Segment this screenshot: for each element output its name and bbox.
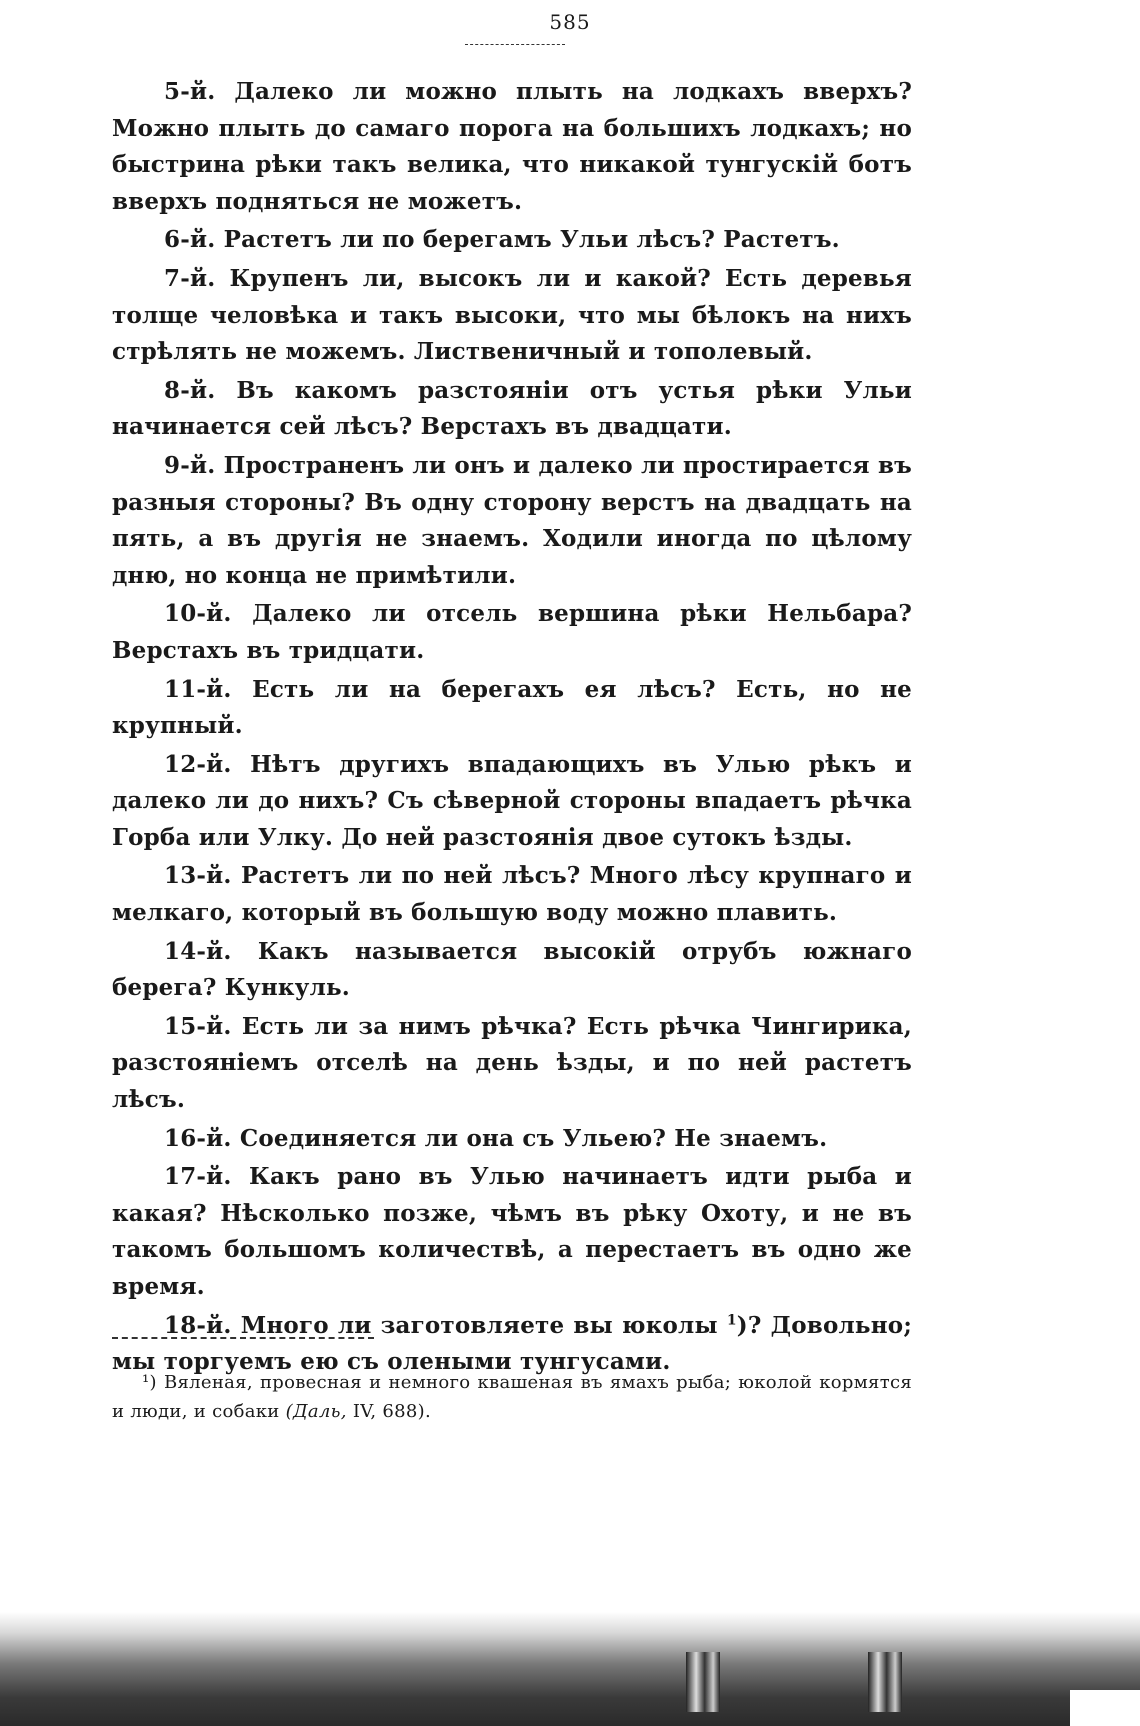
qa-number: 10-й.	[164, 600, 232, 628]
qa-text: Есть ли на берегахъ ея лѣсъ? Есть, но не крупный.	[112, 675, 912, 740]
qa-number: 14-й.	[164, 937, 232, 965]
qa-text: Много ли заготовляете вы юколы	[231, 1311, 727, 1339]
qa-number: 13-й.	[164, 862, 232, 890]
qa-item-8	[112, 373, 912, 446]
qa-number: 17-й.	[164, 1163, 232, 1191]
qa-number: 11-й.	[164, 675, 232, 703]
qa-text: )? Довольно; мы торгуемъ ею съ олеными тунгусами.	[112, 1311, 913, 1376]
footnote-marker: ¹)	[142, 1372, 157, 1393]
qa-item-11	[112, 672, 912, 745]
qa-item-7	[112, 261, 912, 371]
qa-item-10	[112, 596, 912, 669]
qa-text: Есть ли за нимъ рѣчка? Есть рѣчка Чингирика, разстояніемъ отселѣ на день ѣзды, и по ней растетъ лѣсъ.	[112, 1012, 912, 1114]
scan-edge-shadow	[0, 1612, 1140, 1726]
qa-number: 6-й.	[164, 226, 216, 254]
qa-text: Въ какомъ разстояніи отъ устья рѣки Ульи начинается сей лѣсъ? Верстахъ въ двадцати.	[112, 376, 912, 441]
scanner-clip	[686, 1652, 720, 1712]
qa-text: Далеко ли отсель вершина рѣки Нельбара? Верстахъ въ тридцати.	[112, 600, 912, 664]
qa-number: 8-й.	[164, 376, 216, 404]
qa-number: 7-й.	[164, 264, 216, 292]
qa-body	[112, 74, 912, 1383]
footnote-rule	[112, 1337, 374, 1339]
qa-text: Пространенъ ли онъ и далеко ли простирается въ разныя стороны? Въ одну сторону верстъ на двадцать на пять, а въ другія не знаемъ. Ходили иногда по цѣлому дню, но конца не примѣтили.	[112, 451, 912, 589]
footnote-reference-italic: (Даль,	[285, 1401, 347, 1422]
qa-text: Растетъ ли по берегамъ Ульи лѣсъ? Растетъ.	[215, 226, 840, 254]
scan-edge-gap	[1070, 1690, 1140, 1726]
qa-number: 16-й.	[164, 1124, 232, 1152]
qa-text: Нѣтъ другихъ впадающихъ въ Улью рѣкъ и далеко ли до нихъ? Съ сѣверной стороны впадаетъ рѣчка Горба или Улку. До ней разстоянія двое сутокъ ѣзды.	[112, 750, 912, 851]
qa-text: Какъ рано въ Улью начинаетъ идти рыба и какая? Нѣсколько позже, чѣмъ въ рѣку Охоту, и не въ такомъ большомъ количествѣ, а перестаетъ въ одно же время.	[112, 1163, 912, 1300]
qa-text: Соединяется ли она съ Ульею? Не знаемъ.	[231, 1124, 828, 1152]
footnote-reference-rest: IV, 688).	[346, 1401, 432, 1422]
qa-number: 5-й.	[164, 78, 216, 105]
footnote	[112, 1368, 912, 1426]
qa-number: 12-й.	[164, 750, 232, 778]
qa-item-14	[112, 934, 912, 1007]
qa-text: Крупенъ ли, высокъ ли и какой? Есть деревья толще человѣка и такъ высоки, что мы бѣлокъ на нихъ стрѣлять не можемъ. Лиственичный и тополевый.	[112, 264, 912, 366]
qa-text: Какъ называется высокій отрубъ южнаго берега? Кункуль.	[112, 937, 912, 1002]
qa-text: Далеко ли можно плыть на лодкахъ вверхъ? Можно плыть до самаго порога на большихъ лодкахъ; но быстрина рѣки такъ велика, что никакой тунгускій ботъ вверхъ подняться не можетъ.	[112, 78, 912, 215]
qa-item-5	[112, 74, 912, 220]
qa-number: 9-й.	[164, 451, 216, 479]
qa-number: 15-й.	[164, 1012, 232, 1040]
footnote-text: Вяленая, провесная и немного квашеная въ ямахъ рыба; юколой кормятся и люди, и собаки	[112, 1372, 912, 1422]
qa-item-6	[112, 222, 912, 259]
scanner-clip	[868, 1652, 902, 1712]
qa-item-17	[112, 1159, 912, 1305]
qa-item-9	[112, 448, 912, 594]
footnote-reference[interactable]: 1	[726, 1311, 737, 1328]
page-number: 585	[549, 10, 591, 34]
qa-text: Растетъ ли по ней лѣсъ? Много лѣсу крупнаго и мелкаго, который въ большую воду можно плавить.	[112, 862, 912, 927]
qa-item-15	[112, 1009, 912, 1119]
qa-number: 18-й.	[164, 1311, 232, 1339]
qa-item-13	[112, 858, 912, 931]
qa-item-12	[112, 747, 912, 857]
qa-item-16	[112, 1121, 912, 1158]
page-number-rule	[465, 44, 565, 45]
